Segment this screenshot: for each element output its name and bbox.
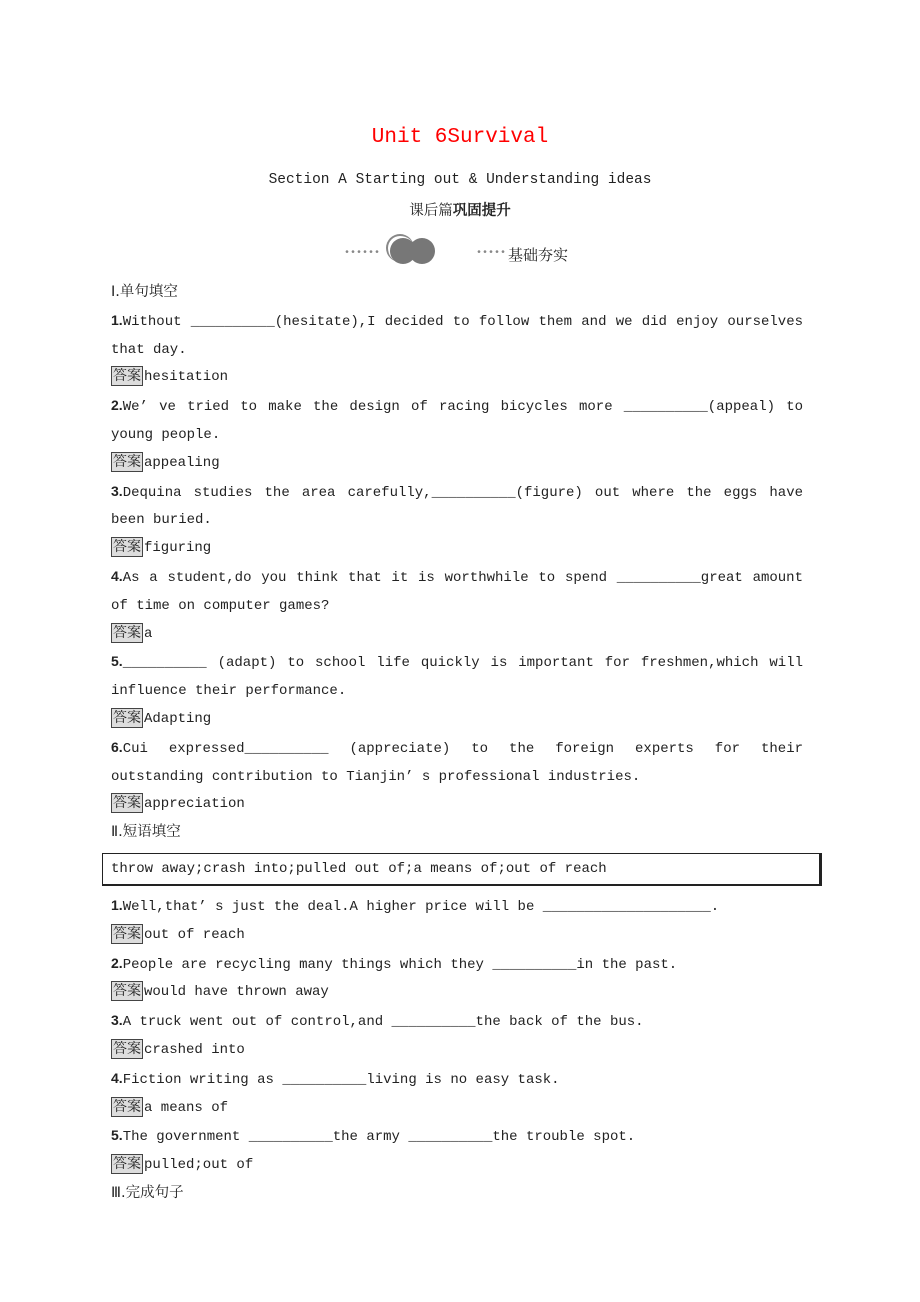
answer-text: appealing bbox=[144, 454, 220, 471]
question bbox=[111, 478, 803, 536]
answer-badge: 答案 bbox=[113, 539, 141, 556]
answer bbox=[111, 1095, 803, 1123]
answer-badge: 答案 bbox=[113, 925, 141, 942]
question-number: 3. bbox=[111, 1012, 123, 1029]
circle-icon bbox=[409, 238, 435, 264]
question bbox=[111, 648, 803, 706]
answer bbox=[111, 535, 803, 563]
question bbox=[111, 950, 803, 980]
answer-text: would have thrown away bbox=[144, 984, 329, 1001]
answer-text: figuring bbox=[144, 540, 212, 557]
answer-badge: 答案 bbox=[113, 368, 141, 385]
document-title: Unit 6Survival bbox=[371, 126, 549, 149]
answer bbox=[111, 450, 803, 478]
subtitle-bold: 巩固提升 bbox=[452, 203, 511, 219]
answer-text: crashed into bbox=[144, 1041, 245, 1058]
answer-text: appreciation bbox=[144, 796, 245, 813]
question-number: 4. bbox=[111, 1069, 123, 1086]
answer bbox=[111, 979, 803, 1007]
answer bbox=[111, 621, 803, 649]
question-text: Well,that’ s just the deal.A higher price will be ____________________. bbox=[122, 898, 720, 915]
question-text: Dequina studies the area carefully,__________(figure) out where the eggs have been buried. bbox=[111, 484, 803, 529]
answer-badge: 答案 bbox=[113, 1098, 141, 1115]
answer-badge: 答案 bbox=[113, 453, 141, 470]
answer bbox=[111, 1152, 803, 1180]
answer-text: Adapting bbox=[144, 710, 212, 727]
question bbox=[111, 1007, 803, 1037]
question bbox=[111, 1065, 803, 1095]
question-number: 3. bbox=[111, 482, 123, 499]
question-number: 6. bbox=[111, 738, 123, 755]
question bbox=[111, 563, 803, 621]
section-3-title: Ⅲ.完成句子 bbox=[111, 1184, 184, 1201]
answer-badge: 答案 bbox=[113, 795, 141, 812]
section-banner bbox=[344, 234, 584, 268]
dots-left: •••••• bbox=[344, 248, 381, 259]
question bbox=[111, 1122, 803, 1152]
question-text: Without __________(hesitate),I decided to follow them and we did enjoy ourselves that day. bbox=[111, 313, 803, 358]
question bbox=[111, 307, 803, 365]
question-text: Cui expressed__________ (appreciate) to the foreign experts for their outstanding contribution to Tianjin’ s professional industries. bbox=[111, 740, 803, 785]
question-text: The government __________the army __________the trouble spot. bbox=[122, 1129, 636, 1146]
question-number: 5. bbox=[111, 1127, 123, 1144]
exercise-subtitle bbox=[0, 199, 920, 220]
question-text: Fiction writing as __________living is no easy task. bbox=[122, 1071, 560, 1088]
word-box: throw away;crash into;pulled out of;a means of;out of reach bbox=[102, 853, 822, 886]
question-text: We’ ve tried to make the design of racing bicycles more __________(appeal) to young people. bbox=[111, 399, 803, 443]
answer-text: pulled;out of bbox=[144, 1157, 254, 1174]
answer bbox=[111, 922, 803, 950]
exercise-content bbox=[111, 279, 803, 1208]
question-text: People are recycling many things which they __________in the past. bbox=[122, 956, 678, 973]
question-number: 1. bbox=[111, 311, 123, 328]
question-number: 4. bbox=[111, 567, 123, 584]
question-number: 2. bbox=[111, 954, 123, 971]
dots-right: ••••• bbox=[476, 248, 507, 259]
question-number: 2. bbox=[111, 397, 123, 414]
question-text: __________ (adapt) to school life quickly is important for freshmen,which will influence their performance. bbox=[111, 655, 803, 700]
answer-text: out of reach bbox=[144, 926, 245, 943]
subtitle-normal: 课后篇 bbox=[409, 203, 453, 219]
question bbox=[111, 392, 803, 450]
banner-text: 基础夯实 bbox=[508, 246, 569, 264]
answer-badge: 答案 bbox=[113, 983, 141, 1000]
question-number: 1. bbox=[111, 896, 123, 913]
answer bbox=[111, 791, 803, 819]
answer bbox=[111, 706, 803, 734]
answer-text: a means of bbox=[144, 1099, 229, 1116]
answer-badge: 答案 bbox=[113, 624, 141, 641]
answer bbox=[111, 1037, 803, 1065]
question bbox=[111, 734, 803, 792]
answer-badge: 答案 bbox=[113, 1156, 141, 1173]
section-1-title: Ⅰ.单句填空 bbox=[111, 284, 178, 300]
question bbox=[111, 892, 803, 922]
question-text: As a student,do you think that it is worthwhile to spend __________great amount of time on computer games? bbox=[111, 569, 803, 614]
section-subtitle: Section A Starting out & Understanding ideas bbox=[268, 172, 652, 188]
question-number: 5. bbox=[111, 653, 123, 670]
answer-text: a bbox=[144, 625, 153, 642]
answer-badge: 答案 bbox=[113, 709, 141, 726]
answer-badge: 答案 bbox=[113, 1040, 141, 1057]
section-2-title: Ⅱ.短语填空 bbox=[111, 824, 181, 841]
answer-text: hesitation bbox=[144, 369, 229, 386]
question-text: A truck went out of control,and __________the back of the bus. bbox=[122, 1014, 644, 1031]
answer bbox=[111, 364, 803, 392]
